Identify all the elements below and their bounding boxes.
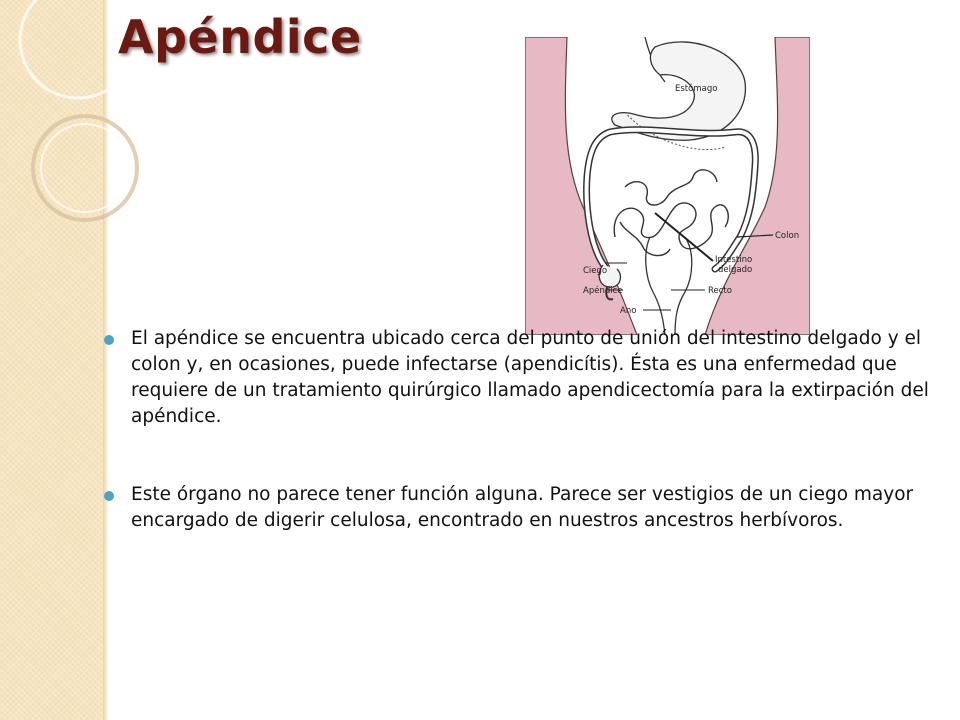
bullet-text: El apéndice se encuentra ubicado cerca del punto de unión del intestino delgado y el colon y, en ocasiones, puede infectarse (apendicítis). Ésta es una enfermedad que requiere de un tratamiento quirúrgico llamado apendicectomía para la extirpación del apéndice. [131, 328, 929, 427]
digestive-system-diagram [525, 37, 810, 335]
bullet-dot-icon [104, 335, 114, 345]
bullet-dot-icon [104, 491, 114, 501]
bullet-item-2 [104, 482, 956, 534]
label-cecum: Ciego [583, 266, 608, 276]
bullet-text: Este órgano no parece tener función alguna. Parece ser vestigios de un ciego mayor encargado de digerir celulosa, encontrado en nuestros ancestros herbívoros. [131, 484, 914, 531]
label-stomach: Estómago [675, 84, 718, 94]
label-small-intestine-1: Intestino [715, 255, 753, 265]
label-colon: Colon [775, 231, 800, 241]
label-small-intestine-2: delgado [718, 265, 753, 275]
label-appendix: Apéndice [583, 286, 623, 296]
label-anus: Ano [620, 306, 637, 316]
label-rectum: Recto [708, 286, 732, 296]
bullet-item-1 [104, 326, 956, 430]
slide-title: Apéndice [118, 10, 362, 64]
bullet-list [104, 326, 956, 534]
